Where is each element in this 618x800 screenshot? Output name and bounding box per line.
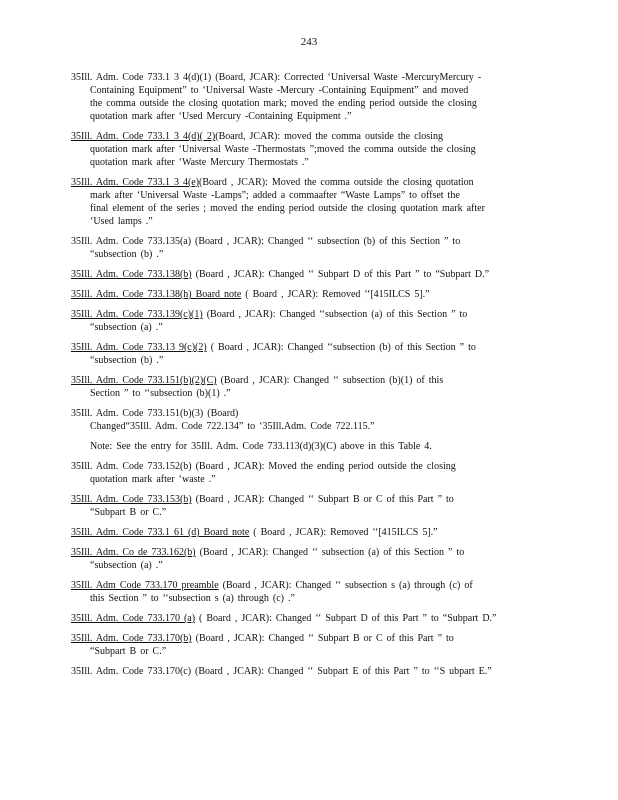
entry-line xyxy=(71,215,551,228)
amendment-entry xyxy=(71,268,551,281)
entry-text: (Board , JCAR): Changed ‘‘ Subpart B or C of this Part ” to xyxy=(191,633,454,644)
entry-line xyxy=(71,235,551,248)
entry-text: ( Board , JCAR): Changed ‘‘subsection (b) of this Section ” to xyxy=(206,342,476,353)
entry-text: “subsection (a) .” xyxy=(90,322,163,333)
entry-line xyxy=(71,407,551,420)
entry-text: ( Board , JCAR): Changed ‘‘ Subpart D of this Part ” to “Subpart D.” xyxy=(195,613,497,624)
entry-text: “subsection (b) .” xyxy=(90,249,164,260)
amendment-entry xyxy=(71,579,551,605)
entry-text: (Board , JCAR): Changed ‘‘ subsection s (a) through (c) of xyxy=(218,580,473,591)
citation-underlined: 35Ill. Adm. Code 733.138(h) Board note xyxy=(71,289,242,300)
entry-text: 35Ill. Adm. Code 733.151(b)(3) (Board) xyxy=(71,408,239,419)
entry-line xyxy=(71,374,551,387)
entry-text: (Board , JCAR): Changed ‘‘subsection (a) of this Section ” to xyxy=(202,309,468,320)
entry-text: mark after ‘Universal Waste -Lamps”; added a commaafter “Waste Lamps” to offset the xyxy=(90,190,460,201)
citation-underlined: 35Ill. Adm. Code 733.170 (a) xyxy=(71,613,196,624)
entry-line xyxy=(71,176,551,189)
entry-text: quotation mark after ‘Universal Waste -Thermostats ”;moved the comma outside the closing xyxy=(90,144,476,155)
entry-text: Changed“35Ill. Adm. Code 722.134” to ‘35Ill.Adm. Code 722.115.” xyxy=(90,421,375,432)
amendment-entry xyxy=(71,176,551,228)
entry-text: quotation mark after ‘waste .” xyxy=(90,474,216,485)
entry-text: ( Board , JCAR): Removed ‘‘[415ILCS 5].” xyxy=(241,289,430,300)
table-entries xyxy=(71,71,551,685)
amendment-entry xyxy=(71,526,551,539)
entry-text: 35Ill. Adm. Code 733.152(b) (Board , JCAR): Moved the ending period outside the closing xyxy=(71,461,456,472)
entry-line xyxy=(71,645,551,658)
entry-text: (Board , JCAR): Changed ‘‘ subsection (b)(1) of this xyxy=(216,375,444,386)
citation-underlined: 35Ill. Adm. Code 733.138(b) xyxy=(71,269,192,280)
citation-underlined: 35Ill. Adm. Code 733.1 61 (d) Board note xyxy=(71,527,250,538)
entry-line xyxy=(71,268,551,281)
entry-text: “Subpart B or C.” xyxy=(90,646,167,657)
entry-text: quotation mark after ‘Waste Mercury Thermostats .” xyxy=(90,157,309,168)
citation-underlined: 35Ill. Adm. Code 733.170(b) xyxy=(71,633,192,644)
entry-line xyxy=(71,526,551,539)
entry-line xyxy=(71,308,551,321)
entry-line xyxy=(71,579,551,592)
entry-line xyxy=(71,156,551,169)
amendment-entry xyxy=(71,308,551,334)
entry-text: (Board, JCAR): moved the comma outside the closing xyxy=(215,131,443,142)
entry-text: 35Ill. Adm. Code 733.135(a) (Board , JCAR): Changed ‘‘ subsection (b) of this Section ” to xyxy=(71,236,461,247)
entry-text: ( Board , JCAR): Removed ‘‘[415ILCS 5].” xyxy=(249,527,438,538)
citation-underlined: 35Ill. Adm. Code 733.153(b) xyxy=(71,494,192,505)
entry-line xyxy=(71,202,551,215)
entry-line xyxy=(71,321,551,334)
entry-line xyxy=(71,612,551,625)
entry-line xyxy=(71,71,551,84)
entry-text: “Subpart B or C.” xyxy=(90,507,167,518)
amendment-entry xyxy=(71,374,551,400)
entry-text: final element of the series ; moved the ending period outside the closing quotation mark after xyxy=(90,203,485,214)
amendment-entry xyxy=(71,493,551,519)
entry-text: Section ” to ‘‘subsection (b)(1) .” xyxy=(90,388,231,399)
entry-line xyxy=(71,632,551,645)
entry-line xyxy=(71,460,551,473)
amendment-entry xyxy=(71,341,551,367)
citation-underlined: 35Ill. Adm. Code 733.1 3 4(d)( 2) xyxy=(71,131,216,142)
amendment-entry xyxy=(71,130,551,169)
table-note: Note: See the entry for 35Ill. Adm. Code 733.113(d)(3)(C) above in this Table 4. xyxy=(90,441,432,452)
entry-line xyxy=(71,288,551,301)
citation-underlined: 35Ill. Adm. Code 733.1 3 4(e) xyxy=(71,177,200,188)
entry-line xyxy=(71,473,551,486)
amendment-entry xyxy=(71,235,551,261)
entry-line xyxy=(71,143,551,156)
amendment-entry xyxy=(71,288,551,301)
amendment-entry xyxy=(71,546,551,572)
entry-text: “subsection (b) .” xyxy=(90,355,164,366)
entry-line xyxy=(71,130,551,143)
entry-line xyxy=(71,189,551,202)
entry-text: this Section ” to ‘‘subsection s (a) through (c) .” xyxy=(90,593,295,604)
citation-underlined: 35Ill. Adm. Code 733.151(b)(2)(C) xyxy=(71,375,217,386)
amendment-entry xyxy=(71,665,551,678)
entry-line xyxy=(71,110,551,123)
entry-line xyxy=(71,84,551,97)
citation-underlined: 35Ill. Adm. Code 733.139(c)(1) xyxy=(71,309,203,320)
entry-text: Containing Equipment” to ‘Universal Waste -Mercury -Containing Equipment” and moved xyxy=(90,85,469,96)
entry-line xyxy=(71,559,551,572)
entry-line xyxy=(71,592,551,605)
entry-line xyxy=(71,546,551,559)
entry-line xyxy=(71,387,551,400)
citation-underlined: 35Ill. Adm Code 733.170 preamble xyxy=(71,580,219,591)
amendment-entry xyxy=(71,460,551,486)
entry-text: (Board , JCAR): Changed ‘‘ Subpart B or C of this Part ” to xyxy=(191,494,454,505)
entry-text: the comma outside the closing quotation mark; moved the ending period outside the closing xyxy=(90,98,477,109)
citation-underlined: 35Ill. Adm. Code 733.13 9(c)(2) xyxy=(71,342,207,353)
entry-line xyxy=(71,97,551,110)
entry-line xyxy=(71,354,551,367)
entry-text: quotation mark after ‘Used Mercury -Containing Equipment .” xyxy=(90,111,352,122)
entry-text: 35Ill. Adm. Code 733.1 3 4(d)(1) (Board, JCAR): Corrected ‘Universal Waste -MercuryMercury - xyxy=(71,72,482,83)
entry-text: (Board , JCAR): Changed ‘‘ subsection (a) of this Section ” to xyxy=(195,547,465,558)
entry-text: (Board , JCAR): Changed ‘‘ Subpart D of this Part ” to “Subpart D.” xyxy=(191,269,490,280)
amendment-entry xyxy=(71,71,551,123)
entry-line xyxy=(71,420,551,433)
entry-line xyxy=(71,341,551,354)
entry-text: ‘Used lamps .” xyxy=(90,216,153,227)
entry-text: (Board , JCAR): Moved the comma outside the closing quotation xyxy=(199,177,474,188)
entry-line xyxy=(71,506,551,519)
entry-text: 35Ill. Adm. Code 733.170(c) (Board , JCAR): Changed ‘‘ Subpart E of this Part ” to ‘‘S ubpart E.” xyxy=(71,666,492,677)
amendment-entry xyxy=(71,612,551,625)
citation-underlined: 35Ill. Adm. Co de 733.162(b) xyxy=(71,547,196,558)
amendment-entry xyxy=(71,407,551,433)
entry-line xyxy=(71,248,551,261)
amendment-entry xyxy=(71,632,551,658)
entry-line xyxy=(71,493,551,506)
entry-text: “subsection (a) .” xyxy=(90,560,163,571)
entry-line xyxy=(71,665,551,678)
page-number: 243 xyxy=(300,36,318,48)
